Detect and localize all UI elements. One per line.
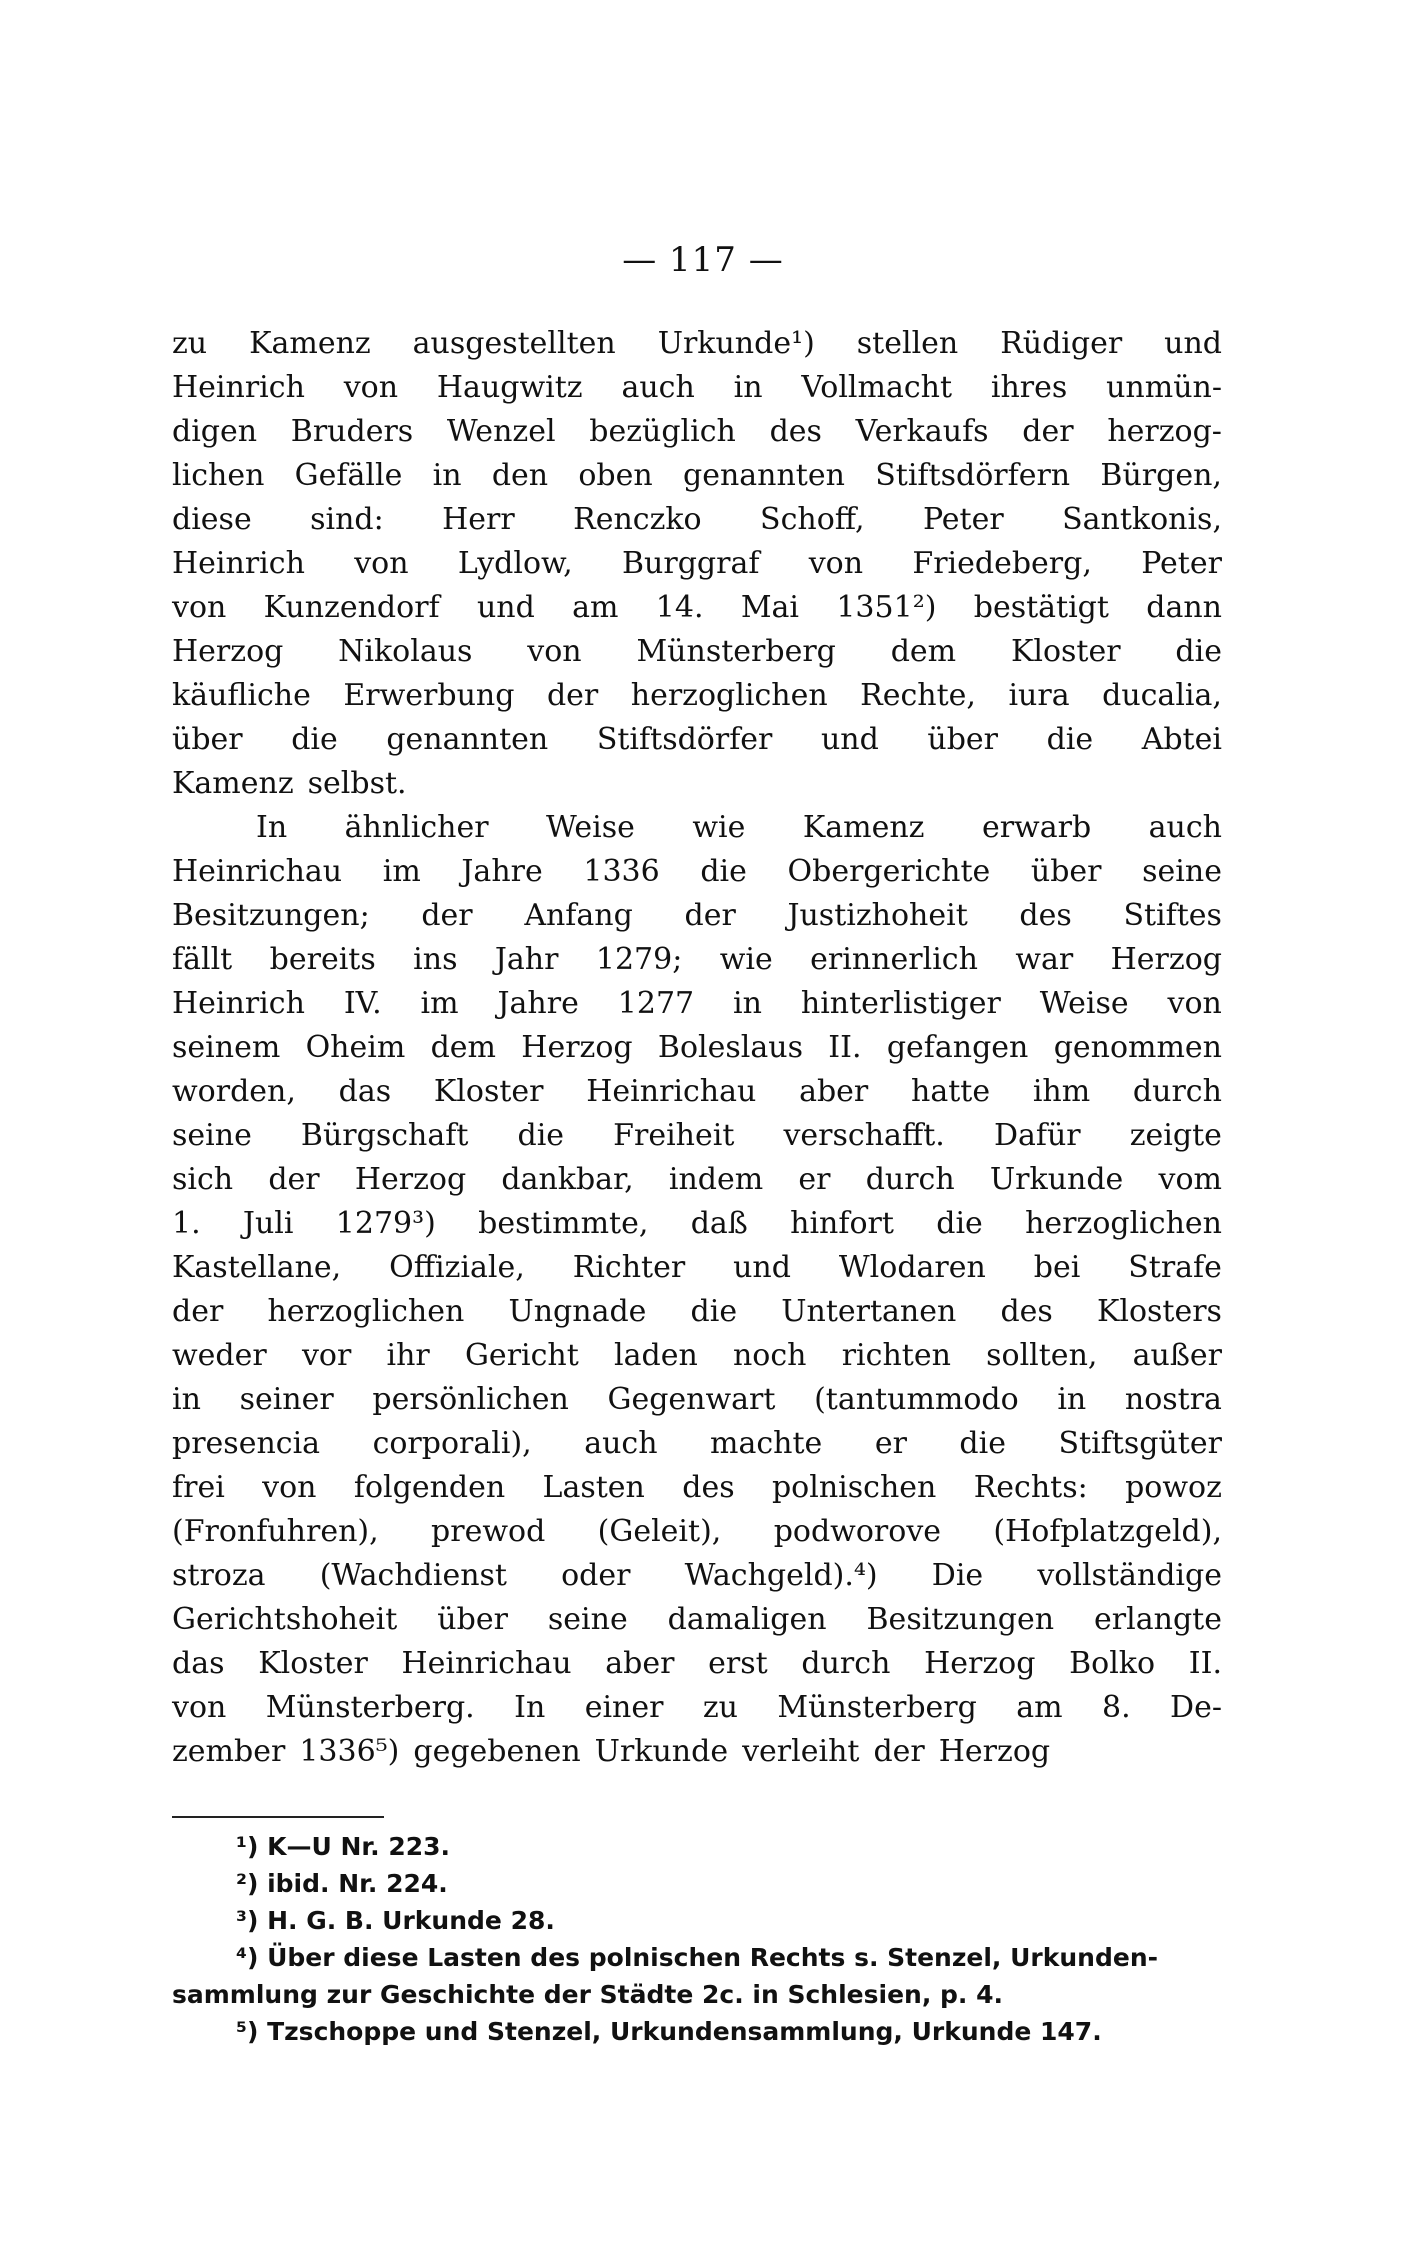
word: der [172,1294,224,1329]
page-number: — 117 — [622,240,784,280]
footnote-1: ¹) K—U Nr. 223. [236,1832,451,1861]
word: laden [614,1338,698,1373]
word: er [798,1162,831,1197]
text-line [172,850,1222,894]
footnote-2: ²) ibid. Nr. 224. [236,1869,448,1898]
word: den [491,458,549,493]
word: 1336 [583,854,660,889]
word: In [514,1690,546,1725]
word: seine [172,1118,252,1153]
text-line [172,806,1222,850]
word: aber [799,1074,869,1109]
footnote-divider [172,1816,384,1818]
word: von [172,1690,227,1725]
word: Heinrich [172,546,305,581]
word: wie [719,942,773,977]
word: Richter [572,1250,686,1285]
text-line [172,1554,1222,1598]
word: vor [301,1338,352,1373]
word: in [733,370,763,405]
word: genannten [386,722,549,757]
word: Herr [442,502,515,537]
word: von [343,370,399,405]
word: die [690,1294,738,1329]
word: Bürgen, [1100,458,1222,493]
word: Heinrich [172,370,305,405]
word: Gefälle [294,458,403,493]
word: 8. [1101,1690,1131,1725]
word: verleiht [742,1734,860,1769]
word: Obergerichte [787,854,991,889]
word: corporali), [372,1426,532,1461]
word: sich [172,1162,234,1197]
word: Burggraf [621,546,760,581]
text-line [172,542,1222,586]
text-line [172,586,1222,630]
word: 1336⁵) [299,1734,400,1769]
word: zu [702,1690,738,1725]
word: dankbar, [501,1162,634,1197]
word: genannten [683,458,845,493]
word: Herzog [172,634,284,669]
word: der [268,1162,320,1197]
word: Mai [740,590,800,625]
word: Weise [1039,986,1129,1021]
word: aber [605,1646,675,1681]
word: 1279³) [335,1206,436,1241]
word: und [1164,326,1222,361]
word: Erwerbung [343,678,515,713]
word: podworove [773,1514,942,1549]
footnote-3: ³) H. G. B. Urkunde 28. [236,1906,555,1935]
word: auch [584,1426,658,1461]
word: die [1046,722,1094,757]
word: auch [621,370,695,405]
word: oder [561,1558,631,1593]
word: frei [172,1470,225,1505]
word: persönlichen [372,1382,569,1417]
word: bei [1033,1250,1081,1285]
word: Münsterberg [777,1690,977,1725]
word: in [172,1382,201,1417]
word: durch [865,1162,955,1197]
word: der [546,678,599,713]
word: Münsterberg [636,634,836,669]
text-line [172,410,1222,454]
word: Kastellane, [172,1250,342,1285]
word: unmün- [1106,370,1222,405]
word: Gericht [464,1338,579,1373]
word: herzoglichen [267,1294,465,1329]
word: er [874,1426,907,1461]
word: erst [708,1646,768,1681]
word: einer [584,1690,664,1725]
word: Vollmacht [801,370,953,405]
word: In [256,810,288,845]
footnote-5: ⁵) Tzschoppe und Stenzel, Urkundensammlung, Urkunde 147. [236,2017,1102,2046]
word: die [959,1426,1006,1461]
word: hatte [911,1074,991,1109]
text-line [172,366,1222,410]
text-line [172,1070,1222,1114]
word: herzoglichen [630,678,828,713]
word: Ungnade [508,1294,647,1329]
text-line [172,454,1222,498]
text-line [172,674,1222,718]
word: über [437,1602,508,1637]
text-line [172,630,1222,674]
word: Peter [1141,546,1222,581]
word: im [382,854,421,889]
word: Abtei [1141,722,1222,757]
word: bestimmte, [478,1206,649,1241]
word: richten [841,1338,951,1373]
word: Schoff, [760,502,865,537]
word: des [1000,1294,1053,1329]
word: Kunzendorf [263,590,440,625]
word: 14. [655,590,704,625]
word: selbst. [307,766,407,801]
word: die [517,1118,565,1153]
word: der [873,1734,925,1769]
word: ihres [990,370,1068,405]
word: gegebenen [413,1734,581,1769]
word: erlangte [1094,1602,1222,1637]
word: Offiziale, [389,1250,525,1285]
word: seinem [172,1030,281,1065]
word: von [808,546,864,581]
word: in [1057,1382,1087,1417]
word: (Fronfuhren), [172,1514,379,1549]
word: das [172,1646,225,1681]
word: der [684,898,736,933]
word: Heinrichau [172,854,343,889]
word: die [291,722,338,757]
word: durch [1132,1074,1222,1109]
word: ducalia, [1102,678,1222,713]
word: Oheim [305,1030,406,1065]
word: seine [547,1602,628,1637]
word: II. [828,1030,862,1065]
text-line [172,1202,1222,1246]
word: prewod [431,1514,546,1549]
word: erwarb [981,810,1092,845]
word: von [1167,986,1222,1021]
word: Gerichtshoheit [172,1602,398,1637]
word: (Hofplatzgeld), [993,1514,1222,1549]
text-line [172,322,1222,366]
word: Bolko [1069,1646,1156,1681]
text-line [172,1598,1222,1642]
word: Stiftes [1123,898,1222,933]
text-line [172,1378,1222,1422]
word: Rüdiger [1000,326,1123,361]
word: (tantummodo [814,1382,1019,1417]
text-line [172,1290,1222,1334]
word: ausgestellten [412,326,616,361]
word: Wachgeld).⁴) [684,1558,878,1593]
word: Lydlow, [457,546,573,581]
word: auch [1148,810,1222,845]
word: machte [710,1426,823,1461]
word: genommen [1053,1030,1222,1065]
word: Rechts: [973,1470,1088,1505]
word: Wlodaren [838,1250,986,1285]
word: dann [1146,590,1222,625]
text-line [172,1334,1222,1378]
text-line [172,1026,1222,1070]
word: 1. [172,1206,201,1241]
word: zember [172,1734,286,1769]
word: worden, [172,1074,296,1109]
word: ins [413,942,458,977]
word: des [1019,898,1072,933]
text-line [172,1510,1222,1554]
text-line [172,1114,1222,1158]
word: daß [690,1206,748,1241]
word: Strafe [1128,1250,1222,1285]
word: seiner [239,1382,334,1417]
word: stroza [172,1558,266,1593]
word: IV. [343,986,382,1021]
word: Untertanen [781,1294,957,1329]
word: dem [890,634,957,669]
word: Gegenwart [607,1382,776,1417]
word: Kloster [1010,634,1121,669]
word: stellen [856,326,959,361]
word: vom [1158,1162,1222,1197]
word: Freiheit [613,1118,735,1153]
text-line [172,982,1222,1026]
word: zu [172,326,208,361]
word: des [769,414,822,449]
word: verschafft. [783,1118,945,1153]
word: folgenden [353,1470,506,1505]
word: Bürgschaft [300,1118,469,1153]
word: vollständige [1037,1558,1222,1593]
text-line [172,894,1222,938]
word: außer [1132,1338,1222,1373]
word: in [432,458,462,493]
word: am [572,590,619,625]
word: das [338,1074,392,1109]
word: am [1016,1690,1063,1725]
word: II. [1188,1646,1222,1681]
word: Herzog [924,1646,1036,1681]
word: noch [732,1338,807,1373]
word: Münsterberg. [265,1690,475,1725]
word: die [700,854,747,889]
word: Haugwitz [436,370,583,405]
word: ihr [386,1338,430,1373]
text-line [172,498,1222,542]
word: über [927,722,998,757]
word: über [172,722,243,757]
word: Wenzel [446,414,556,449]
word: Rechte, [860,678,976,713]
word: von [527,634,582,669]
body-text [172,322,1222,1774]
word: fällt [172,942,233,977]
word: weder [172,1338,267,1373]
word: oben [578,458,653,493]
word: Urkunde [594,1734,729,1769]
word: Jahre [497,986,579,1021]
word: Dafür [993,1118,1081,1153]
word: sollten, [986,1338,1098,1373]
word: iura [1008,678,1070,713]
word: powoz [1125,1470,1222,1505]
word: indem [668,1162,764,1197]
word: Jahre [461,854,543,889]
word: Santkonis, [1062,502,1222,537]
word: (Wachdienst [319,1558,507,1593]
word: Friedeberg, [912,546,1092,581]
word: Kamenz [802,810,925,845]
word: Die [931,1558,984,1593]
word: sind: [310,502,384,537]
text-line [172,718,1222,762]
text-line [172,762,1222,806]
word: polnischen [771,1470,937,1505]
text-line [172,1466,1222,1510]
word: Kloster [258,1646,368,1681]
text-line [172,1642,1222,1686]
word: erinnerlich [810,942,978,977]
word: digen [172,414,258,449]
word: Herzog [521,1030,633,1065]
word: nostra [1124,1382,1222,1417]
word: durch [801,1646,891,1681]
word: Renczko [573,502,702,537]
word: presencia [172,1426,321,1461]
word: bezüglich [589,414,736,449]
text-line [172,1686,1222,1730]
word: (Geleit), [597,1514,722,1549]
footnote-4: ⁴) Über diese Lasten des polnischen Rechts s. Stenzel, Urkunden- [236,1943,1159,1972]
word: der [421,898,473,933]
word: bereits [269,942,376,977]
word: Herzog [938,1734,1051,1769]
word: Lasten [542,1470,645,1505]
word: und [733,1250,791,1285]
text-line [172,1730,1222,1774]
word: von [172,590,227,625]
word: Juli [242,1206,294,1241]
word: seine [1142,854,1222,889]
text-line [172,938,1222,982]
word: Heinrichau [586,1074,757,1109]
word: Herzog [354,1162,467,1197]
text-line [172,1422,1222,1466]
word: 1351²) [836,590,937,625]
word: Peter [922,502,1004,537]
word: des [682,1470,735,1505]
footnotes [172,1828,1222,2050]
word: der [1022,414,1074,449]
footnote-4-continuation: sammlung zur Geschichte der Städte 2c. in Schlesien, p. 4. [172,1980,1004,2009]
word: Urkunde¹) [657,326,815,361]
word: Heinrichau [401,1646,572,1681]
word: Herzog [1110,942,1222,977]
word: Besitzungen [866,1602,1055,1637]
word: De- [1170,1690,1222,1725]
word: die [936,1206,983,1241]
word: Stiftsgüter [1058,1426,1222,1461]
word: damaligen [667,1602,827,1637]
word: Urkunde [989,1162,1124,1197]
word: im [420,986,459,1021]
word: Boleslaus [657,1030,803,1065]
word: Stiftsdörfern [875,458,1071,493]
word: Kloster [433,1074,544,1109]
word: gefangen [886,1030,1029,1065]
word: Klosters [1096,1294,1222,1329]
word: ähnlicher [344,810,489,845]
word: die [1175,634,1222,669]
word: und [820,722,879,757]
word: von [262,1470,317,1505]
text-line [172,1246,1222,1290]
word: Verkaufs [855,414,989,449]
word: Justizhoheit [787,898,968,933]
word: lichen [172,458,265,493]
word: Jahr [494,942,559,977]
word: hinterlistiger [800,986,1001,1021]
word: Nikolaus [338,634,473,669]
word: käufliche [172,678,311,713]
word: von [354,546,409,581]
word: herzoglichen [1025,1206,1222,1241]
word: in [733,986,762,1021]
word: 1277 [617,986,695,1021]
word: Stiftsdörfer [596,722,773,757]
word: hinfort [790,1206,894,1241]
word: war [1015,942,1074,977]
word: diese [172,502,252,537]
word: Bruders [290,414,414,449]
word: Besitzungen; [172,898,370,933]
word: Kamenz [249,326,371,361]
word: Anfang [524,898,633,933]
word: ihm [1032,1074,1091,1109]
word: Kamenz [172,766,294,801]
word: herzog- [1107,414,1222,449]
word: wie [692,810,746,845]
word: zeigte [1129,1118,1222,1153]
word: über [1030,854,1102,889]
word: und [476,590,535,625]
word: bestätigt [973,590,1109,625]
word: 1279; [595,942,683,977]
word: dem [430,1030,496,1065]
word: Weise [546,810,635,845]
text-line [172,1158,1222,1202]
word: Heinrich [172,986,305,1021]
